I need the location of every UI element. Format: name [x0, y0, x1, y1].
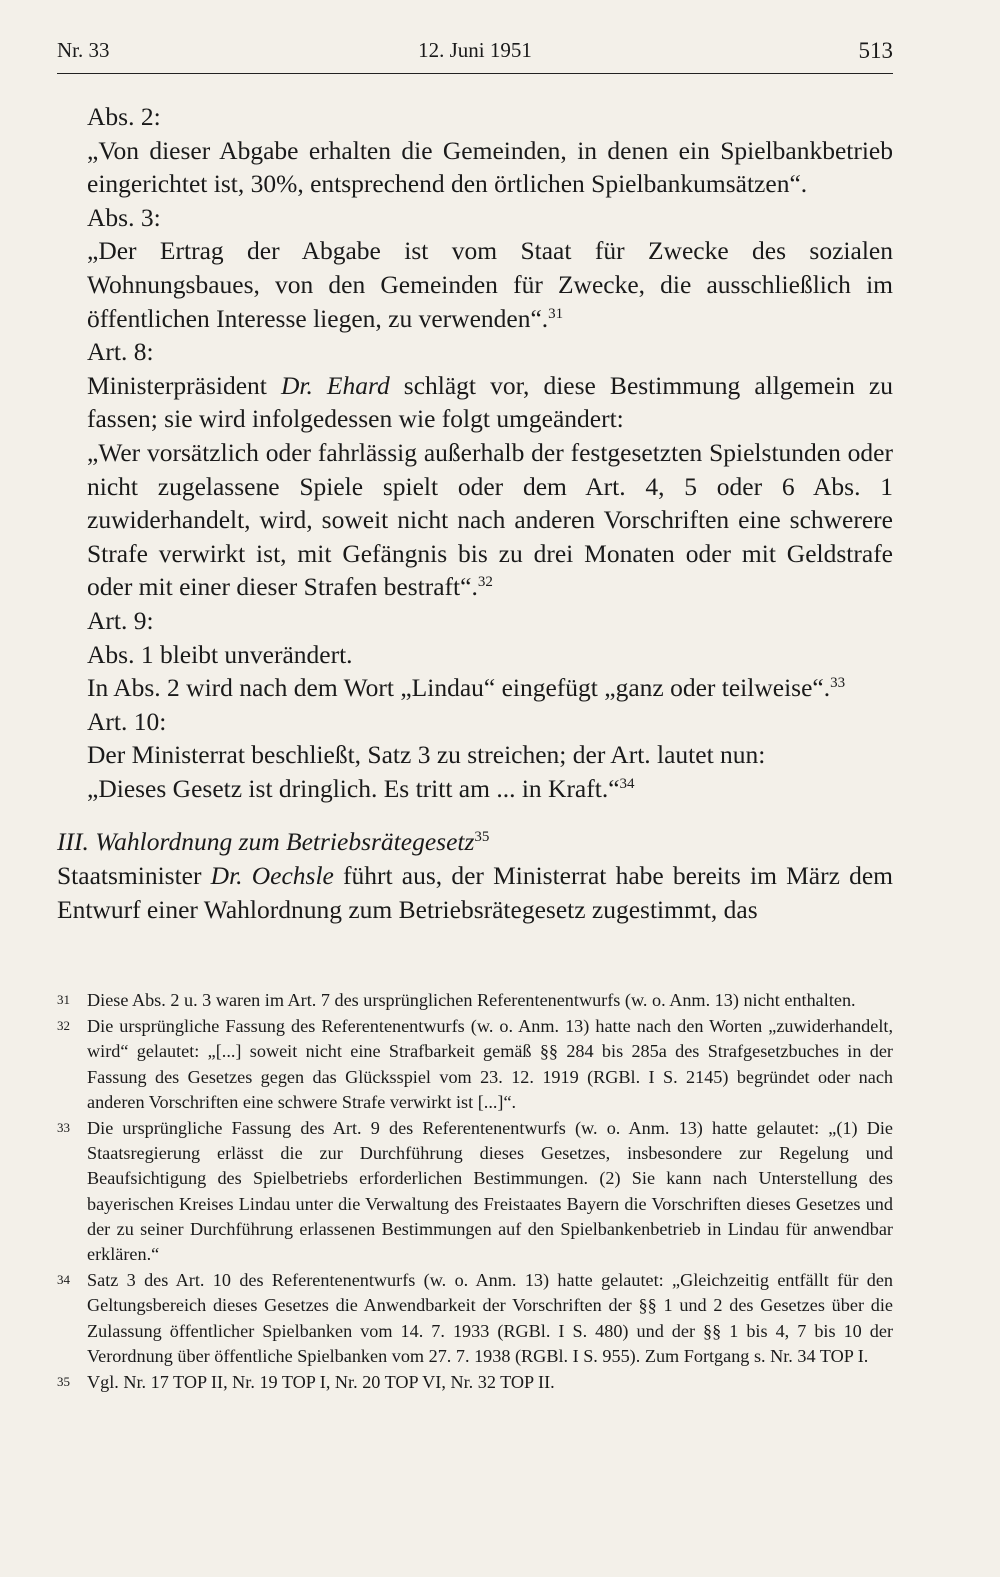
art8-text: Ministerpräsident Dr. Ehard schlägt vor, diese Bestimmung allgemein zu fassen; sie wird infolgedessen wie folgt umgeändert: [87, 370, 894, 434]
footnote-number: 31 [57, 992, 70, 1007]
footnote-ref-34: 34 [619, 775, 635, 792]
footnote-ref-32: 32 [477, 574, 493, 591]
document-number: Nr. 33 [57, 38, 110, 62]
art10-line2: „Dieses Gesetz ist dringlich. Es tritt am ... in Kraft.“$^{34}$ [87, 773, 635, 803]
abs3-text: „Der Ertrag der Abgabe ist vom Staat für Zwecke des sozialen Wohnungsbaues, von den Gemeinden für Zwecke, die ausschließlich im öffentlichen Interesse liegen, zu verwenden“.$^{31}$ [87, 236, 893, 333]
person-name: Dr. Ehard [280, 370, 390, 400]
art9-label: Art. 9: [87, 605, 154, 635]
art8-label: Art. 8: [87, 337, 154, 367]
section-heading: III. Wahlordnung zum Betriebsrätegesetz$^{35}$ [57, 827, 490, 857]
footnote-text: Vgl. Nr. 17 TOP II, Nr. 19 TOP I, Nr. 20 TOP VI, Nr. 32 TOP II. [87, 1372, 555, 1393]
footnote-ref-35: 35 [474, 829, 490, 846]
footnote [57, 1014, 893, 1115]
abs2-label: Abs. 2: [87, 102, 161, 131]
footnote [57, 988, 893, 1013]
footnote-number: 35 [57, 1374, 70, 1390]
abs3-label: Abs. 3: [87, 202, 161, 232]
footnote-text: Die ursprüngliche Fassung des Referentenentwurfs (w. o. Anm. 13) hatte nach den Worten „zuwiderhandelt, wird“ gelautet: „[...] soweit nicht eine Strafbarkeit gemäß §§ 284 bis 285a des Strafgesetzbuches in der Fassung des Gesetzes gegen das Glücksspiel vom 23. 12. 1919 (RGBl. I S. 2145) begründet oder nach anderen Vorschriften eine schwere Strafe verwirkt ist [...]“. [87, 1016, 893, 1112]
art9-line2: In Abs. 2 wird nach dem Wort „Lindau“ eingefügt „ganz oder teilweise“.$^{33}$ [87, 673, 846, 703]
art10-line1: Der Ministerrat beschließt, Satz 3 zu streichen; der Art. lautet nun: [87, 740, 766, 770]
header-rule [57, 73, 893, 74]
page-number: 513 [858, 38, 893, 63]
document-page [57, 0, 893, 1577]
main-text [57, 100, 894, 926]
footnote-number: 33 [57, 1120, 70, 1136]
footnotes [57, 988, 893, 1395]
footnote [57, 1370, 893, 1395]
footnote-text: Diese Abs. 2 u. 3 waren im Art. 7 des ursprünglichen Referentenentwurfs (w. o. Anm. 13) nicht enthalten. [87, 990, 856, 1010]
footnote-text: Die ursprüngliche Fassung des Art. 9 des Referentenentwurfs (w. o. Anm. 13) hatte gelautet: „(1) Die Staatsregierung erlässt die zur Durchführung dieses Gesetzes, insbesondere zur Regelung und Beaufsichtigung des Spielbetriebs erforderlichen Bestimmungen. (2) Sie kann nach Unterstellung des bayerischen Kreises Lindau unter die Verwaltung des Freistaates Bayern die Vorschriften dieses Gesetzes und der zu seiner Durchführung erlassenen Bestimmungen auf den Spielbankenbetrieb in Lindau für anwendbar erklären.“ [87, 1118, 893, 1265]
person-name: Dr. Oechsle [210, 861, 334, 891]
running-header [57, 38, 893, 70]
footnote-ref-31: 31 [548, 305, 564, 322]
art8-quote: „Wer vorsätzlich oder fahrlässig außerhalb der festgesetzten Spielstunden oder nicht zugelassene Spiele spielt oder dem Art. 4, 5 oder 6 Abs. 1 zuwiderhandelt, wird, soweit nicht nach anderen Vorschriften eine schwerere Strafe verwirkt ist, mit Gefängnis bis zu drei Monaten oder mit Geldstrafe oder mit einer dieser Strafen bestraft“.$^{32}$ [87, 437, 893, 602]
section-text: Staatsminister Dr. Oechsle führt aus, der Ministerrat habe bereits im März dem Entwurf einer Wahlordnung zum Betriebsrätegesetz zugestimmt, das [57, 861, 894, 924]
art10-label: Art. 10: [87, 706, 167, 736]
footnote-number: 32 [57, 1018, 70, 1034]
footnote [57, 1268, 893, 1369]
footnote-text: Satz 3 des Art. 10 des Referentenentwurfs (w. o. Anm. 13) hatte gelautet: „Gleichzeitig entfällt für den Geltungsbereich dieses Gesetzes die Anwendbarkeit der Vorschriften der §§ 1 und 2 des Gesetzes über die Zulassung öffentlicher Spielbanken vom 14. 7. 1933 (RGBl. I S. 480) und der §§ 1 bis 4, 7 bis 10 der Verordnung über öffentliche Spielbanken vom 27. 7. 1938 (RGBl. I S. 955). Zum Fortgang s. Nr. 34 TOP I. [87, 1270, 893, 1366]
footnote [57, 1116, 893, 1267]
footnote-ref-33: 33 [830, 675, 846, 692]
abs2-text: „Von dieser Abgabe erhalten die Gemeinden, in denen ein Spielbankbetrieb eingerichtet ist, 30%, entsprechend den örtlichen Spielbankumsätzen“. [87, 135, 893, 199]
document-date: 12. Juni 1951 [418, 38, 532, 62]
art9-line1: Abs. 1 bleibt unverändert. [87, 639, 353, 669]
footnote-number: 34 [57, 1272, 70, 1288]
